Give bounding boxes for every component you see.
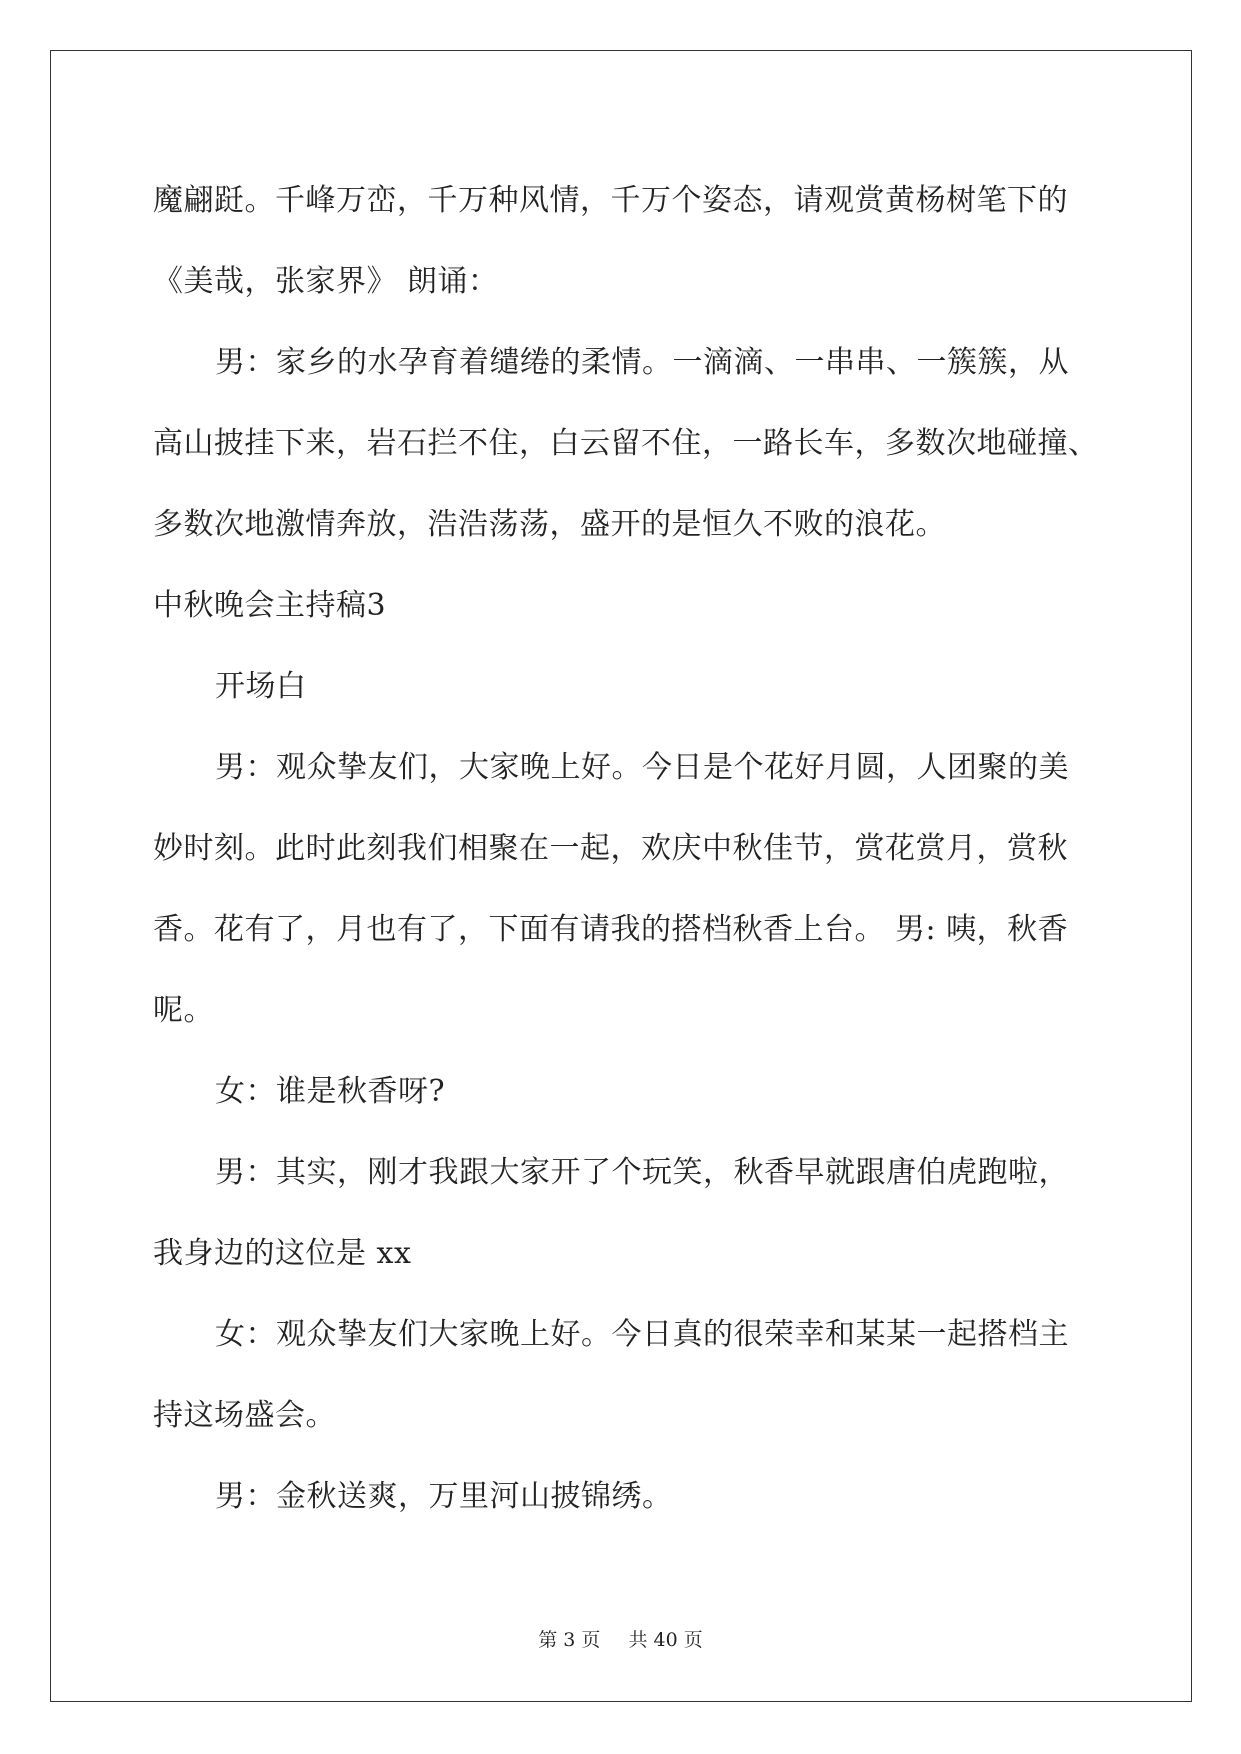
text-line-17: 男：金秋送爽，万里河山披锦绣。 — [215, 1479, 673, 1514]
text-line-10: 香。花有了，月也有了，下面有请我的搭档秋香上台。 男: 咦，秋香 — [153, 912, 1069, 947]
section-heading: 中秋晚会主持稿3 — [153, 588, 387, 623]
text-line-1: 魔翩跹。千峰万峦，千万种风情，千万个姿态，请观赏黄杨树笔下的 — [153, 183, 1068, 218]
page-total: 共 40 页 — [628, 1629, 703, 1651]
text-line-16: 持这场盛会。 — [153, 1398, 336, 1433]
page-footer — [0, 1628, 1241, 1652]
text-line-9: 妙时刻。此时此刻我们相聚在一起，欢庆中秋佳节，赏花赏月，赏秋 — [153, 831, 1068, 866]
text-line-12: 女：谁是秋香呀? — [215, 1074, 446, 1109]
text-line-14: 我身边的这位是 xx — [153, 1236, 412, 1271]
text-line-5: 多数次地激情奔放，浩浩荡荡，盛开的是恒久不败的浪花。 — [153, 507, 946, 542]
text-line-4: 高山披挂下来，岩石拦不住，白云留不住，一路长车，多数次地碰撞、 — [153, 426, 1099, 461]
text-line-2: 《美哉，张家界》 朗诵： — [153, 264, 499, 299]
text-line-13: 男：其实，刚才我跟大家开了个玩笑，秋香早就跟唐伯虎跑啦， — [215, 1155, 1069, 1190]
page-number: 第 3 页 — [538, 1629, 601, 1651]
text-line-8: 男：观众挚友们，大家晚上好。今日是个花好月圆，人团聚的美 — [215, 750, 1069, 785]
text-line-7: 开场白 — [215, 669, 307, 704]
text-line-11: 呢。 — [153, 993, 214, 1028]
document-body — [153, 160, 1099, 1537]
text-line-15: 女：观众挚友们大家晚上好。今日真的很荣幸和某某一起搭档主 — [215, 1317, 1069, 1352]
text-line-3: 男：家乡的水孕育着缱绻的柔情。一滴滴、一串串、一簇簇，从 — [215, 345, 1069, 380]
